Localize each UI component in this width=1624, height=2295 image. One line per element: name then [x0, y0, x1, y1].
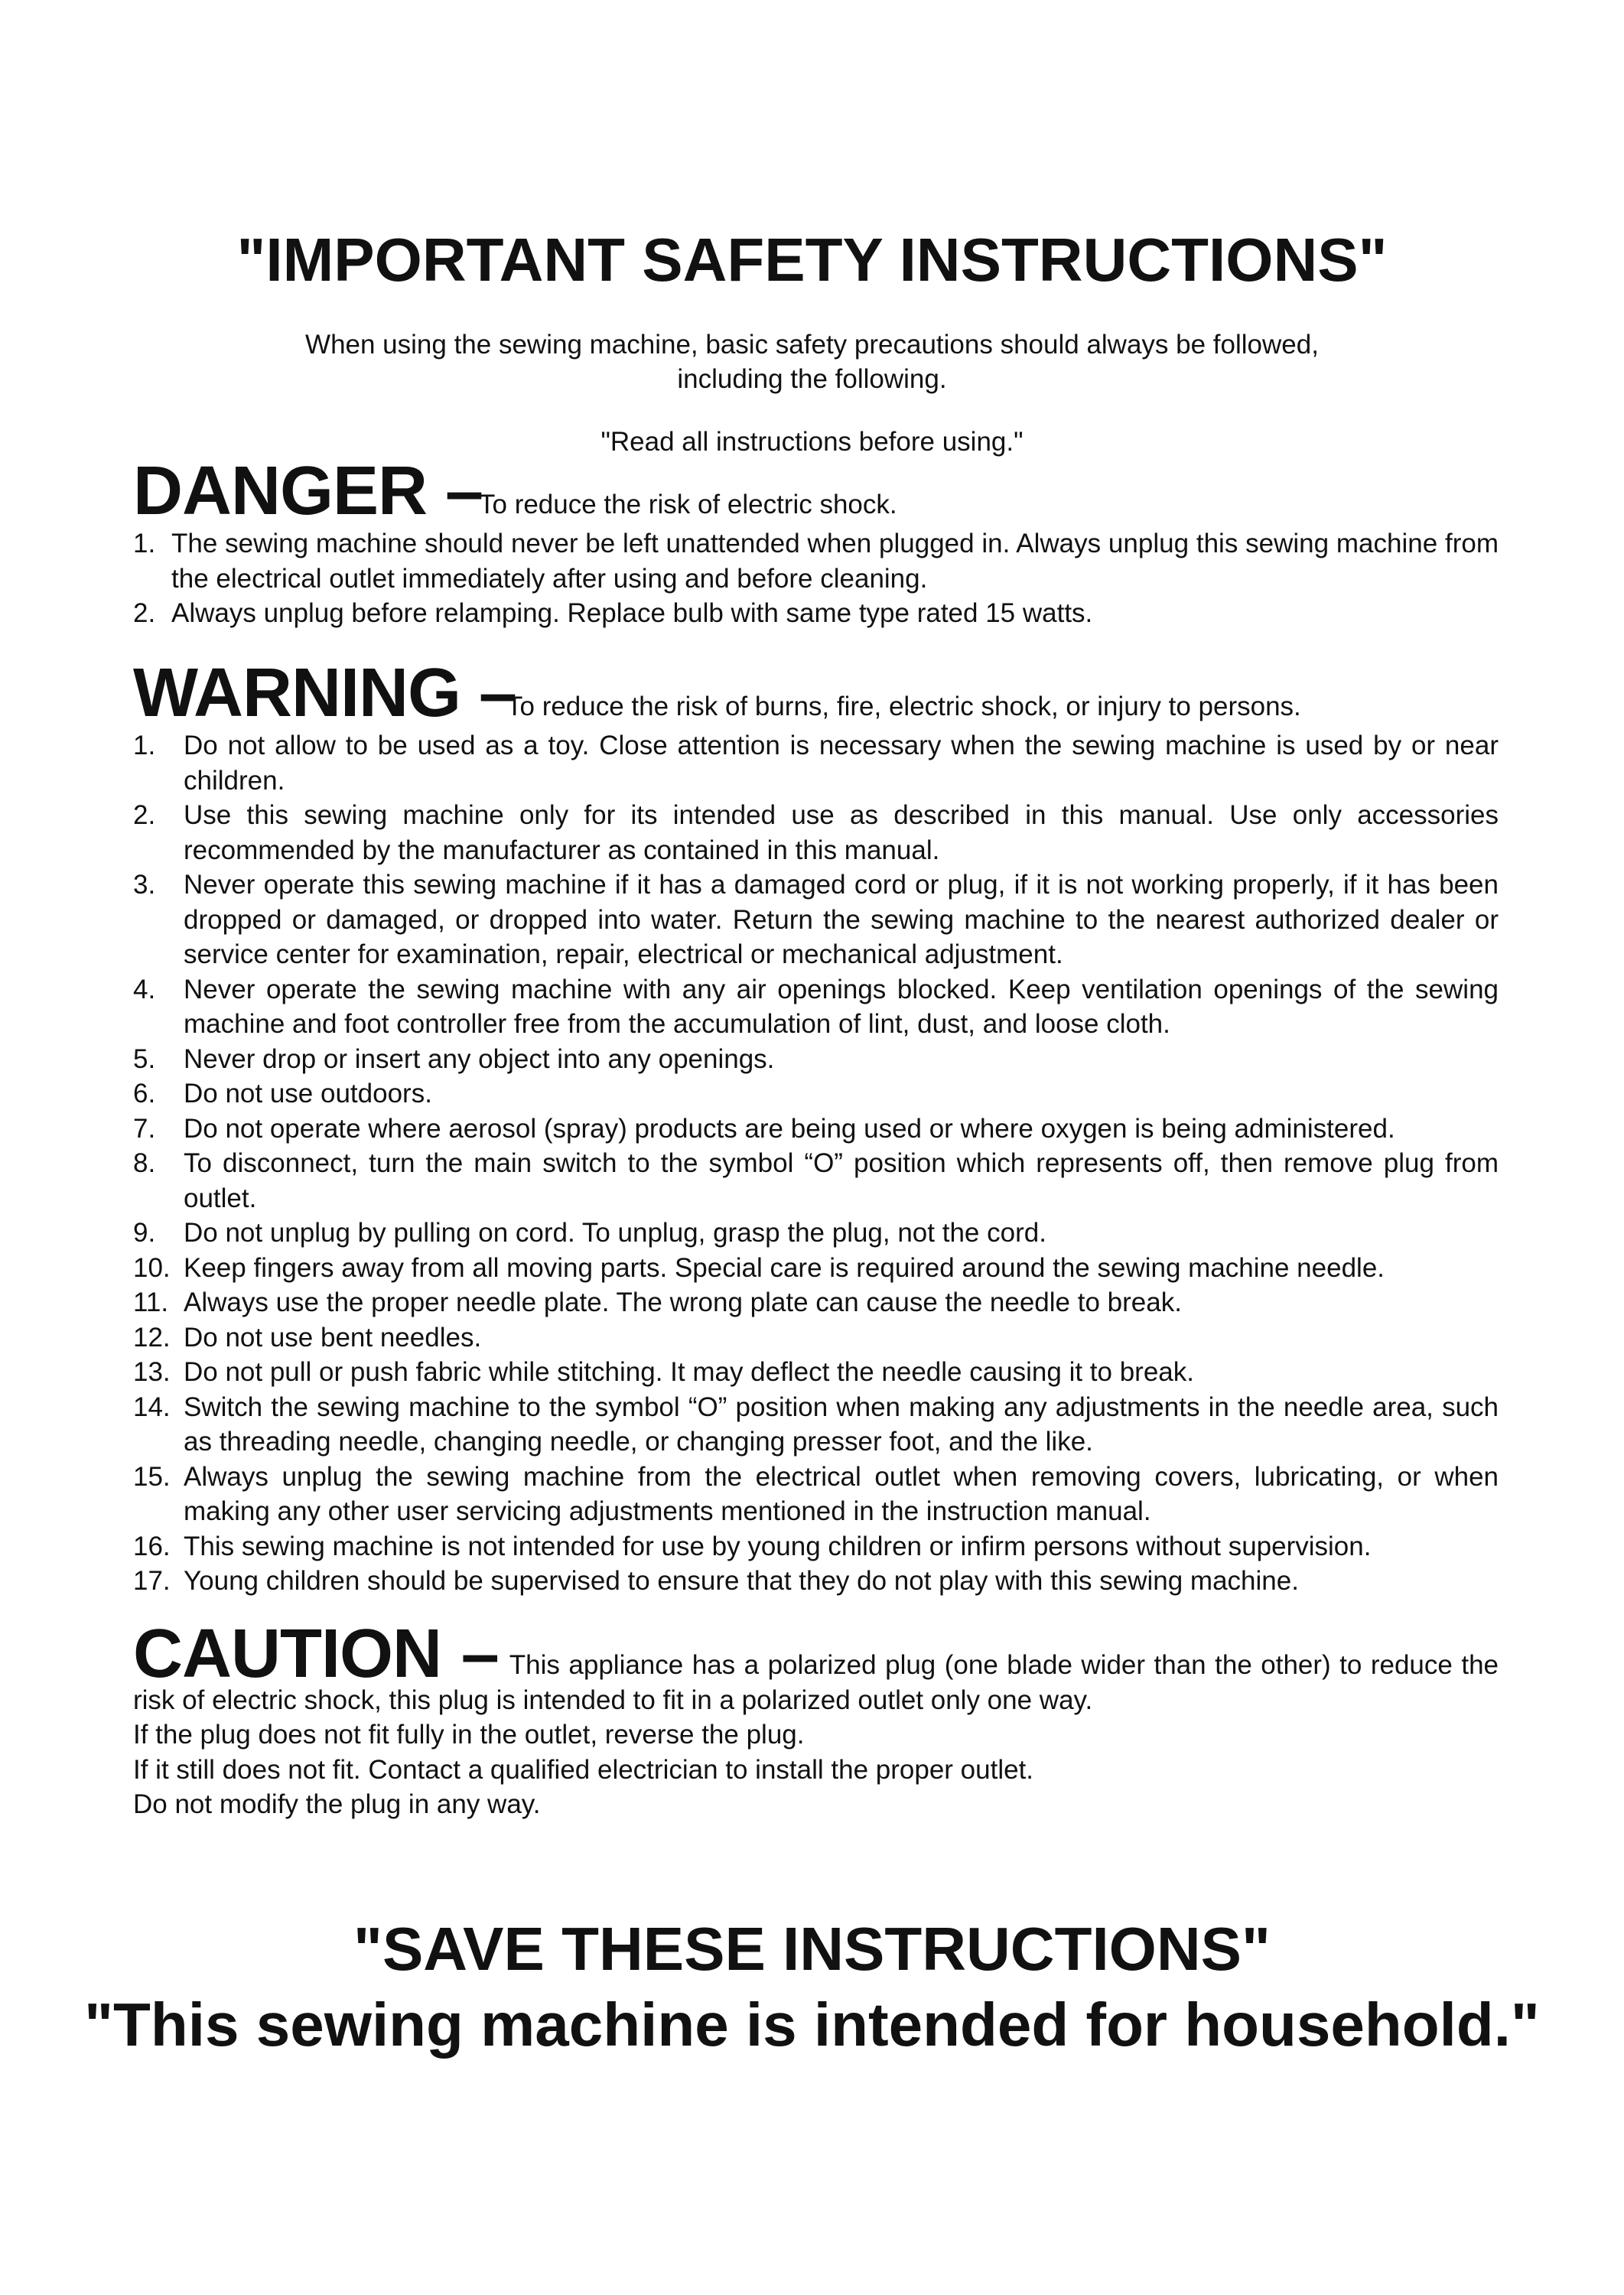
caution-line: If the plug does not fit fully in the outlet, reverse the plug.	[133, 1720, 805, 1750]
caution-line: risk of electric shock, this plug is intended to fit in a polarized outlet only one way.	[133, 1685, 1093, 1715]
list-item	[133, 1216, 1499, 1251]
item-number: 9.	[133, 1218, 156, 1248]
item-text: Young children should be supervised to ensure that they do not play with this sewing machine.	[184, 1566, 1299, 1596]
item-number: 3.	[133, 870, 156, 900]
list-item	[133, 526, 1499, 596]
list-item	[133, 1529, 1499, 1564]
warning-list	[133, 728, 1499, 1599]
intro-line-1: When using the sewing machine, basic safety precautions should always be followed,	[305, 330, 1319, 360]
item-text: The sewing machine should never be left unattended when plugged in. Always unplug this sewing machine from the electrical outlet immediately after using and before cleaning.	[171, 529, 1499, 594]
item-number: 13.	[133, 1357, 171, 1387]
save-instructions-heading: "SAVE THESE INSTRUCTIONS"	[353, 1915, 1271, 1983]
intro-line-2: including the following.	[677, 364, 947, 394]
caution-line: Do not modify the plug in any way.	[133, 1789, 541, 1819]
read-instructions-note: "Read all instructions before using."	[600, 427, 1024, 457]
list-item	[133, 596, 1499, 631]
warning-heading-line	[133, 655, 1499, 731]
item-number: 12.	[133, 1322, 171, 1353]
item-number: 4.	[133, 974, 156, 1004]
warning-heading: WARNING –	[133, 655, 517, 731]
item-number: 11.	[133, 1287, 169, 1317]
item-number: 1.	[133, 529, 156, 558]
item-text: Do not use bent needles.	[184, 1322, 482, 1353]
item-text: This sewing machine is not intended for use by young children or infirm persons without supervision.	[184, 1531, 1372, 1561]
danger-section	[133, 453, 1499, 631]
list-item	[133, 1251, 1499, 1286]
caution-line: If it still does not fit. Contact a qualified electrician to install the proper outlet.	[133, 1754, 1034, 1785]
item-number: 2.	[133, 800, 156, 830]
caution-description: This appliance has a polarized plug (one blade wider than the other) to reduce the	[509, 1650, 1499, 1680]
item-text: Use this sewing machine only for its intended use as described in this manual. Use only accessories recommended by the manufacturer as contained in this manual.	[184, 800, 1499, 865]
danger-heading: DANGER –	[133, 453, 483, 529]
item-number: 5.	[133, 1043, 156, 1074]
item-number: 2.	[133, 598, 156, 628]
item-number: 8.	[133, 1148, 156, 1178]
item-text: Do not unplug by pulling on cord. To unplug, grasp the plug, not the cord.	[184, 1218, 1046, 1248]
item-number: 17.	[133, 1566, 171, 1596]
list-item	[133, 1460, 1499, 1529]
list-item	[133, 868, 1499, 972]
item-text: Never operate the sewing machine with any air openings blocked. Keep ventilation openings of the sewing machine and foot controller free from the accumulation of lint, dust, and loose cloth.	[184, 974, 1499, 1039]
caution-first-line	[133, 1616, 1499, 1692]
item-text: Always unplug the sewing machine from the electrical outlet when removing covers, lubricating, or when making any other user servicing adjustments mentioned in the instruction manual.	[184, 1461, 1499, 1526]
item-number: 1.	[133, 731, 156, 760]
page-title: "IMPORTANT SAFETY INSTRUCTIONS"	[236, 226, 1388, 294]
danger-description: To reduce the risk of electric shock.	[479, 490, 897, 519]
household-use-heading: "This sewing machine is intended for household."	[84, 1991, 1540, 2059]
list-item	[133, 1146, 1499, 1216]
item-text: Do not use outdoors.	[184, 1079, 432, 1108]
item-number: 7.	[133, 1113, 156, 1144]
item-number: 10.	[133, 1252, 171, 1283]
item-number: 6.	[133, 1079, 156, 1108]
item-number: 15.	[133, 1461, 171, 1492]
item-number: 14.	[133, 1392, 171, 1422]
caution-section	[133, 1616, 1499, 1822]
list-item	[133, 1564, 1499, 1599]
item-text: Always unplug before relamping. Replace bulb with same type rated 15 watts.	[171, 598, 1093, 628]
item-text: Do not pull or push fabric while stitching. It may deflect the needle causing it to break.	[184, 1357, 1194, 1387]
list-item	[133, 1355, 1499, 1390]
item-text: Keep fingers away from all moving parts. Special care is required around the sewing machine needle.	[184, 1252, 1385, 1283]
item-text: Do not operate where aerosol (spray) products are being used or where oxygen is being administered.	[184, 1113, 1395, 1144]
danger-list	[133, 526, 1499, 631]
list-item	[133, 1042, 1499, 1077]
list-item	[133, 1320, 1499, 1356]
item-number: 16.	[133, 1531, 171, 1561]
caution-heading: CAUTION –	[133, 1616, 499, 1692]
warning-description: To reduce the risk of burns, fire, electric shock, or injury to persons.	[506, 692, 1301, 721]
item-text: Always use the proper needle plate. The wrong plate can cause the needle to break.	[184, 1287, 1182, 1317]
list-item	[133, 1390, 1499, 1460]
item-text: To disconnect, turn the main switch to the symbol “O” position which represents off, then remove plug from outlet.	[184, 1148, 1499, 1213]
list-item	[133, 1112, 1499, 1147]
danger-heading-line	[133, 453, 1499, 529]
list-item	[133, 972, 1499, 1042]
warning-section	[133, 655, 1499, 1599]
list-item	[133, 798, 1499, 868]
item-text: Do not allow to be used as a toy. Close attention is necessary when the sewing machine is used by or near children.	[184, 731, 1499, 796]
item-text: Never operate this sewing machine if it has a damaged cord or plug, if it is not working properly, if it has been dropped or damaged, or dropped into water. Return the sewing machine to the nearest authorized dealer or service center for examination, repair, electrical or mechanical adjustment.	[184, 870, 1499, 969]
item-text: Switch the sewing machine to the symbol “O” position when making any adjustments in the needle area, such as threading needle, changing needle, or changing presser foot, and the like.	[184, 1392, 1499, 1457]
list-item	[133, 1285, 1499, 1320]
list-item	[133, 728, 1499, 798]
list-item	[133, 1076, 1499, 1112]
item-text: Never drop or insert any object into any openings.	[184, 1043, 775, 1074]
